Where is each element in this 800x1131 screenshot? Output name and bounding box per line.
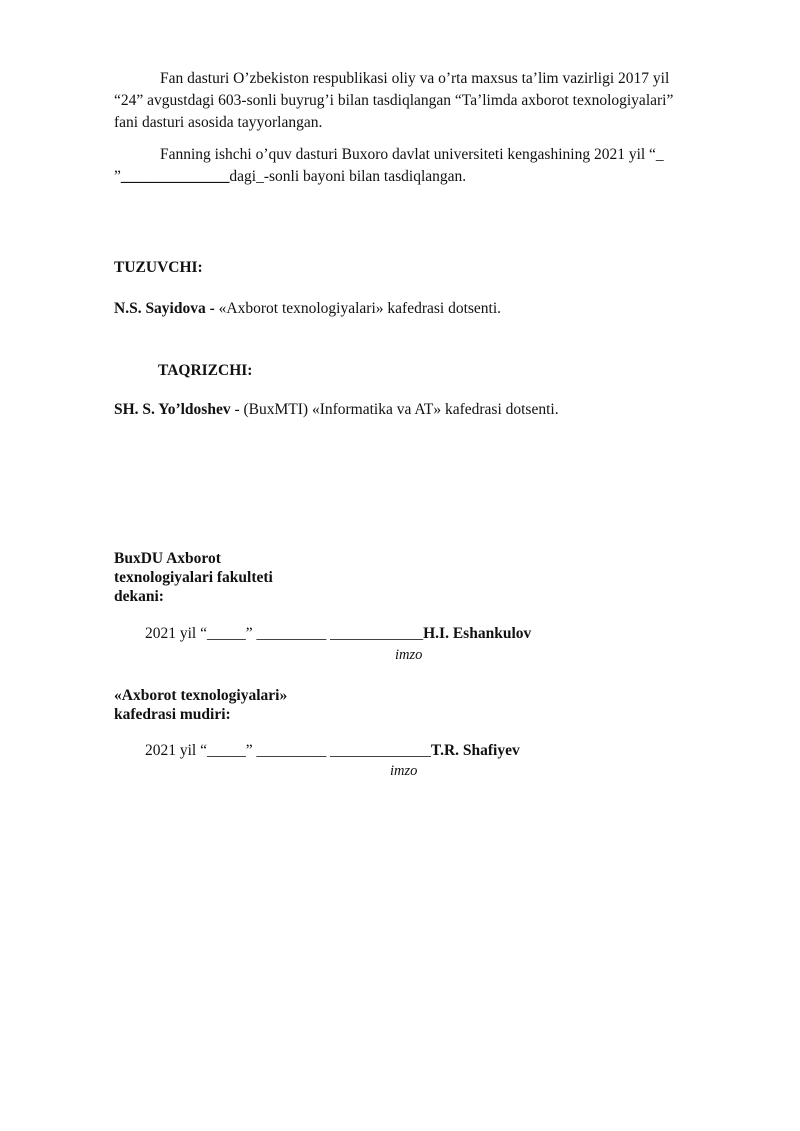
dean-date-field: 2021 yil “_____” _________ ____________: [145, 625, 424, 642]
head-of-dept-title: «Axborot texnologiyalari» kafedrasi mudiri:: [114, 687, 288, 723]
compiler-heading: TUZUVCHI:: [114, 259, 203, 276]
dean-signer: H.I. Eshankulov: [423, 625, 532, 642]
intro-p2-line1: Fanning ishchi o’quv dasturi Buxoro davlat universiteti kengashining 2021 yil “_: [160, 146, 664, 163]
reviewer-line: [114, 401, 559, 419]
intro-p2-blank: ______________: [120, 168, 230, 185]
intro-p1-line3: fani dasturi asosida tayyorlangan.: [114, 114, 323, 131]
intro-paragraph-council: [114, 144, 744, 188]
head-of-dept-date-field: 2021 yil “_____” _________ _____________: [145, 742, 431, 759]
compiler-line: [114, 300, 501, 318]
intro-p2-line2: ”______________dagi_-sonli bayoni bilan tasdiqlangan.: [114, 168, 467, 185]
intro-paragraph-approval: [114, 68, 744, 134]
dean-signature-caption: imzo: [395, 647, 423, 663]
head-of-dept-signature-line: [145, 742, 520, 760]
reviewer-heading: TAQRIZCHI:: [158, 362, 253, 379]
dean-signature-line: [145, 625, 531, 643]
reviewer-role: - (BuxMTI) «Informatika va AT» kafedrasi dotsenti.: [230, 401, 559, 418]
intro-p1-line2: “24” avgustdagi 603-sonli buyrug’i bilan tasdiqlangan “Ta’limda axborot texnologiyalari”: [114, 92, 674, 109]
head-of-dept-signature-caption: imzo: [390, 763, 418, 779]
reviewer-name: SH. S. Yo’ldoshev: [114, 401, 231, 418]
dean-title: BuxDU Axborot texnologiyalari fakulteti dekani:: [114, 550, 273, 605]
compiler-name: N.S. Sayidova -: [114, 300, 215, 317]
compiler-role: «Axborot texnologiyalari» kafedrasi dotsenti.: [214, 300, 502, 317]
head-of-dept-signer: T.R. Shafiyev: [430, 742, 520, 759]
intro-p1-line1: Fan dasturi O’zbekiston respublikasi oliy va o’rta maxsus ta’lim vazirligi 2017 yil: [160, 70, 670, 87]
